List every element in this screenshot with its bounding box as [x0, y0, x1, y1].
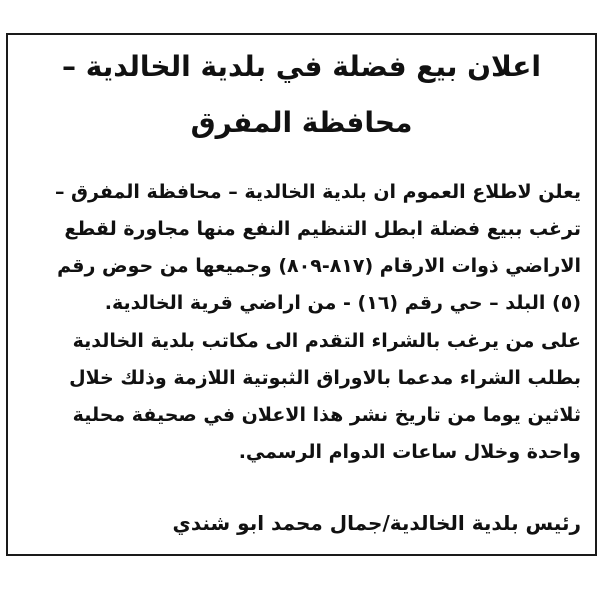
- signature: رئيس بلدية الخالدية/جمال محمد ابو شندي: [172, 511, 581, 535]
- body-line-6: بطلب الشراء مدعما بالاوراق الثبوتية اللازمة وذلك خلال: [69, 367, 581, 389]
- body-line-1: يعلن لاطلاع العموم ان بلدية الخالدية – محافظة المفرق –: [54, 181, 581, 203]
- body-line-7: ثلاثين يوما من تاريخ نشر هذا الاعلان في صحيفة محلية: [72, 404, 581, 426]
- announcement-title-line-1: اعلان بيع فضلة في بلدية الخالدية –: [61, 50, 542, 83]
- body-line-4: (٥) البلد – حي رقم (١٦) - من اراضي قرية الخالدية.: [104, 292, 581, 314]
- body-line-3: الاراضي ذوات الارقام (٨١٧-٨٠٩) وجميعها من حوض رقم: [57, 255, 581, 277]
- body-line-8: واحدة وخلال ساعات الدوام الرسمي.: [238, 441, 581, 463]
- body-line-2: ترغب ببيع فضلة ابطل التنظيم النفع منها مجاورة لقطع: [64, 218, 581, 240]
- announcement-box: [6, 33, 597, 556]
- body-line-5: على من يرغب بالشراء التقدم الى مكاتب بلدية الخالدية: [72, 330, 581, 352]
- announcement-title-line-2: محافظة المفرق: [190, 106, 413, 139]
